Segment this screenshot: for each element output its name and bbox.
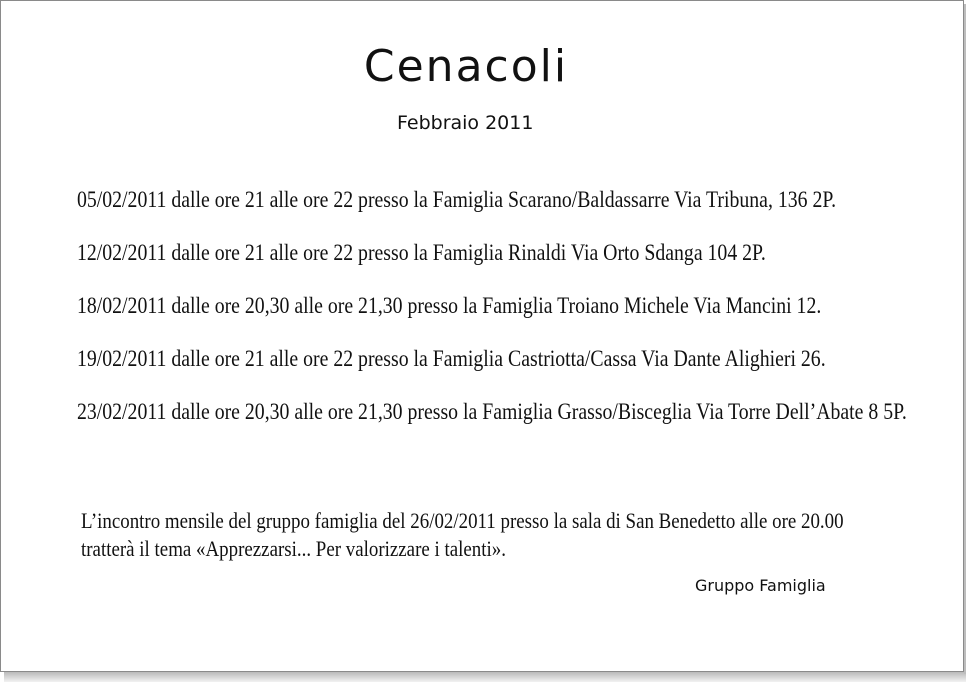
monthly-meeting-note xyxy=(81,507,844,563)
note-line: L’incontro mensile del gruppo famiglia del 26/02/2011 presso la sala di San Benedetto alle ore 20.00 xyxy=(81,508,844,533)
meeting-entry: 12/02/2011 dalle ore 21 alle ore 22 presso la Famiglia Rinaldi Via Orto Sdanga 104 2P. xyxy=(77,240,766,265)
meeting-entry: 18/02/2011 dalle ore 20,30 alle ore 21,30 presso la Famiglia Troiano Michele Via Mancini 12. xyxy=(77,293,822,318)
page-subtitle: Febbraio 2011 xyxy=(397,112,534,134)
signature: Gruppo Famiglia xyxy=(695,576,826,595)
page-title: Cenacoli xyxy=(363,41,569,92)
page-shadow-bottom xyxy=(4,672,966,682)
meeting-entry: 05/02/2011 dalle ore 21 alle ore 22 presso la Famiglia Scarano/Baldassarre Via Tribuna, 136 2P. xyxy=(77,187,837,212)
meeting-entry: 19/02/2011 dalle ore 21 alle ore 22 presso la Famiglia Castriotta/Cassa Via Dante Alighieri 26. xyxy=(77,346,826,371)
note-line: tratterà il tema «Apprezzarsi... Per valorizzare i talenti». xyxy=(81,536,506,561)
meeting-entry: 23/02/2011 dalle ore 20,30 alle ore 21,30 presso la Famiglia Grasso/Bisceglia Via Torre Dell’Abate 8 5P. xyxy=(77,399,907,424)
